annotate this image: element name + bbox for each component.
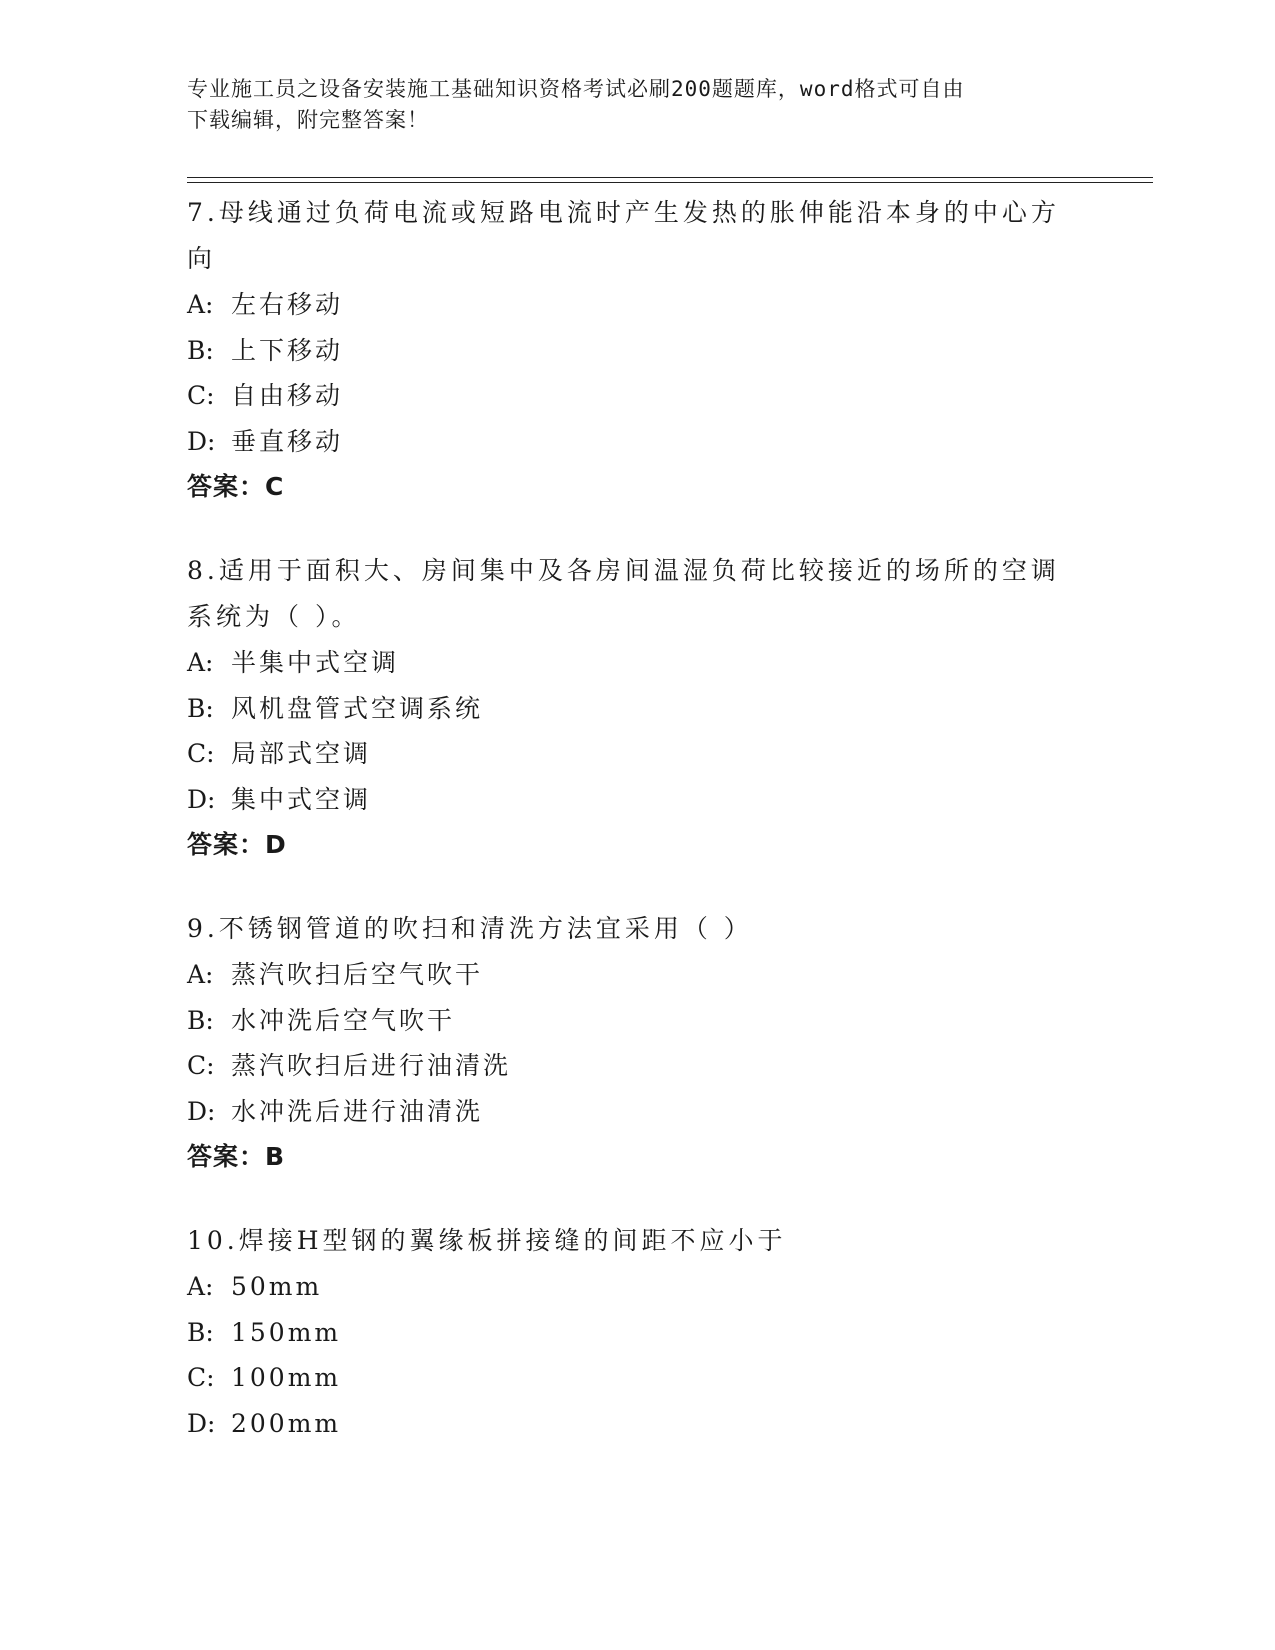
option-text: 半集中式空调 xyxy=(231,648,400,677)
option-b xyxy=(187,1310,1067,1356)
option-b xyxy=(187,686,1067,732)
option-letter: C: xyxy=(187,739,215,768)
option-a xyxy=(187,1264,1067,1310)
option-d xyxy=(187,777,1067,823)
option-text: 垂直移动 xyxy=(231,426,344,456)
option-letter: B: xyxy=(187,1005,214,1035)
option-letter: A: xyxy=(187,290,214,319)
question-text: 10.焊接H型钢的翼缘板拼接缝的间距不应小于 xyxy=(187,1226,787,1255)
header-rule-top xyxy=(187,177,1153,178)
option-text: 50mm xyxy=(231,1272,323,1301)
header-rule-bottom xyxy=(187,182,1153,183)
option-b xyxy=(187,328,1067,374)
option-text: 水冲洗后进行油清洗 xyxy=(231,1096,484,1126)
option-c xyxy=(187,731,1067,777)
option-letter: C: xyxy=(187,1363,215,1392)
option-text: 蒸汽吹扫后空气吹干 xyxy=(231,960,484,989)
option-letter: B: xyxy=(187,335,214,365)
question-7 xyxy=(187,190,1067,510)
answer-label: 答案：D xyxy=(187,830,287,859)
header-line-1: 专业施工员之设备安装施工基础知识资格考试必刷200题题库，word格式可自由 xyxy=(187,77,965,101)
option-text: 蒸汽吹扫后进行油清洗 xyxy=(231,1051,512,1080)
option-text: 局部式空调 xyxy=(231,739,372,768)
question-text: 7.母线通过负荷电流或短路电流时产生发热的胀伸能沿本身的中心方向 xyxy=(187,198,1060,273)
option-d xyxy=(187,1401,1067,1447)
question-list xyxy=(187,190,1067,1484)
option-text: 集中式空调 xyxy=(231,784,372,814)
option-letter: C: xyxy=(187,381,215,410)
option-a xyxy=(187,640,1067,686)
option-c xyxy=(187,1043,1067,1089)
question-text: 8.适用于面积大、房间集中及各房间温湿负荷比较接近的场所的空调系统为（ ）。 xyxy=(187,556,1060,631)
option-letter: D: xyxy=(187,784,216,814)
option-text: 自由移动 xyxy=(231,381,344,410)
option-text: 100mm xyxy=(231,1363,342,1392)
option-letter: A: xyxy=(187,1272,214,1301)
option-d xyxy=(187,1089,1067,1135)
question-text: 9.不锈钢管道的吹扫和清洗方法宜采用（ ） xyxy=(187,914,753,943)
option-d xyxy=(187,419,1067,465)
option-a xyxy=(187,282,1067,328)
option-text: 风机盘管式空调系统 xyxy=(231,693,484,723)
header-line-2: 下载编辑，附完整答案！ xyxy=(187,108,429,132)
option-text: 左右移动 xyxy=(231,290,344,319)
document-header xyxy=(187,74,1067,136)
option-c xyxy=(187,373,1067,419)
option-letter: A: xyxy=(187,960,214,989)
option-text: 150mm xyxy=(231,1317,342,1347)
question-9 xyxy=(187,906,1067,1180)
option-c xyxy=(187,1355,1067,1401)
question-10 xyxy=(187,1218,1067,1446)
option-letter: C: xyxy=(187,1051,215,1080)
option-letter: D: xyxy=(187,1096,216,1126)
answer-label: 答案：C xyxy=(187,472,285,501)
option-text: 上下移动 xyxy=(231,335,344,365)
option-letter: B: xyxy=(187,1317,214,1347)
option-b xyxy=(187,998,1067,1044)
option-letter: B: xyxy=(187,693,214,723)
option-letter: D: xyxy=(187,1408,216,1438)
option-text: 水冲洗后空气吹干 xyxy=(231,1005,456,1035)
question-8 xyxy=(187,548,1067,868)
option-a xyxy=(187,952,1067,998)
option-text: 200mm xyxy=(231,1408,342,1438)
option-letter: D: xyxy=(187,426,216,456)
option-letter: A: xyxy=(187,648,214,677)
answer-label: 答案：B xyxy=(187,1142,286,1171)
